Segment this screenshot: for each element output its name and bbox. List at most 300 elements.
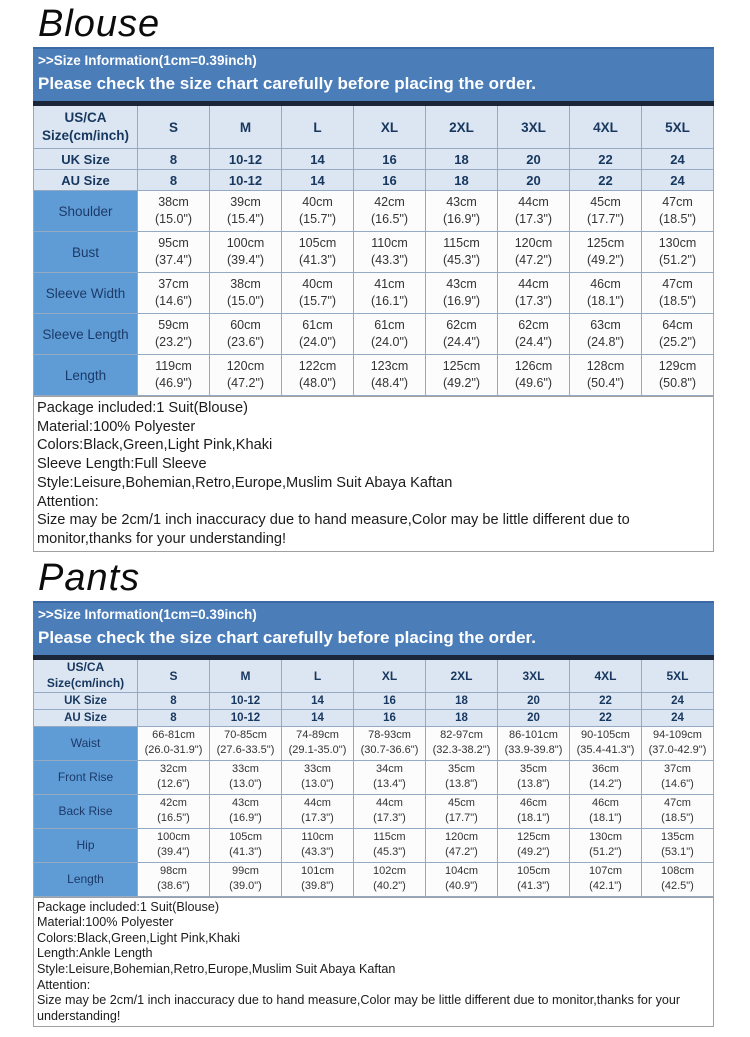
- measure-value-cell: [570, 191, 642, 232]
- detail-line: Style:Leisure,Bohemian,Retro,Europe,Muslim Suit Abaya Kaftan: [37, 474, 453, 491]
- size-header-cell: 2XL: [426, 104, 498, 149]
- size-value-cell: 10-12: [210, 709, 282, 726]
- cm-value: 74-89cm: [296, 729, 339, 742]
- row-label-cell: Shoulder: [34, 191, 138, 232]
- measure-value-cell: [642, 314, 714, 355]
- detail-line: Size may be 2cm/1 inch inaccuracy due to hand measure,Color may be little different due to monitor,thanks for your understanding!: [37, 512, 630, 547]
- pants-details: [33, 897, 714, 1028]
- inch-value: (13.8"): [445, 778, 478, 791]
- size-value-cell: 10-12: [210, 170, 282, 191]
- measure-value-cell: [570, 828, 642, 862]
- cm-value: 102cm: [372, 865, 407, 878]
- size-value-cell: 10-12: [210, 692, 282, 709]
- size-header-cell: S: [138, 657, 210, 692]
- inch-value: (41.3"): [298, 253, 337, 267]
- size-value-cell: 8: [138, 709, 210, 726]
- inch-value: (47.2"): [445, 846, 478, 859]
- corner-cell: [34, 104, 138, 149]
- cm-value: 45cm: [448, 797, 475, 810]
- size-value-cell: 20: [498, 692, 570, 709]
- blouse-details: [33, 396, 714, 552]
- inch-value: (14.6"): [661, 778, 694, 791]
- inch-value: (24.8"): [586, 335, 625, 349]
- measure-value-cell: [426, 232, 498, 273]
- cm-value: 34cm: [376, 763, 403, 776]
- size-value-cell: 18: [426, 170, 498, 191]
- cm-value: 33cm: [232, 763, 259, 776]
- measure-value-cell: [282, 191, 354, 232]
- cm-value: 37cm: [158, 277, 189, 292]
- measure-value-cell: [354, 314, 426, 355]
- inch-value: (13.0"): [229, 778, 262, 791]
- measure-row: [34, 828, 714, 862]
- size-value-cell: 24: [642, 692, 714, 709]
- cm-value: 62cm: [446, 318, 477, 333]
- size-value-cell: 22: [570, 709, 642, 726]
- cm-value: 36cm: [592, 763, 619, 776]
- detail-line: Size may be 2cm/1 inch inaccuracy due to hand measure,Color may be little different due to monitor,thanks for your understanding!: [37, 993, 681, 1023]
- size-value-cell: 16: [354, 692, 426, 709]
- measure-value-cell: [354, 828, 426, 862]
- size-value-cell: 8: [138, 692, 210, 709]
- measure-value-cell: [570, 794, 642, 828]
- inch-value: (51.2"): [589, 846, 622, 859]
- detail-line: Style:Leisure,Bohemian,Retro,Europe,Muslim Suit Abaya Kaftan: [37, 962, 396, 976]
- size-header-cell: 4XL: [570, 104, 642, 149]
- inch-value: (17.7"): [586, 212, 625, 226]
- measure-value-cell: [210, 794, 282, 828]
- corner-cell: [34, 657, 138, 692]
- measure-value-cell: [570, 726, 642, 760]
- inch-value: (16.5"): [370, 212, 409, 226]
- measure-value-cell: [642, 726, 714, 760]
- measure-value-cell: [498, 828, 570, 862]
- inch-value: (53.1"): [661, 846, 694, 859]
- cm-value: 59cm: [158, 318, 189, 333]
- inch-value: (47.2"): [514, 253, 553, 267]
- measure-value-cell: [426, 355, 498, 396]
- inch-value: (13.0"): [301, 778, 334, 791]
- inch-value: (38.6"): [157, 880, 190, 893]
- inch-value: (39.0"): [229, 880, 262, 893]
- measure-value-cell: [282, 862, 354, 896]
- inch-value: (43.3"): [301, 846, 334, 859]
- measure-value-cell: [498, 355, 570, 396]
- cm-value: 126cm: [514, 359, 553, 374]
- inch-value: (42.1"): [589, 880, 622, 893]
- blouse-size-info-line: >>Size Information(1cm=0.39inch): [38, 53, 257, 68]
- detail-line: Material:100% Polyester: [37, 915, 174, 930]
- size-value-cell: 14: [282, 709, 354, 726]
- measure-value-cell: [426, 794, 498, 828]
- measure-value-cell: [642, 760, 714, 794]
- cm-value: 105cm: [228, 831, 263, 844]
- measure-value-cell: [570, 273, 642, 314]
- size-value-cell: 20: [498, 170, 570, 191]
- size-value-cell: 18: [426, 149, 498, 170]
- size-value-cell: 14: [282, 149, 354, 170]
- inch-value: (49.2"): [517, 846, 550, 859]
- cm-value: 47cm: [662, 195, 693, 210]
- row-label-cell: Bust: [34, 232, 138, 273]
- measure-value-cell: [354, 232, 426, 273]
- inch-value: (13.4"): [373, 778, 406, 791]
- inch-value: (17.3"): [301, 812, 334, 825]
- cm-value: 120cm: [444, 831, 479, 844]
- inch-value: (29.1-35.0"): [288, 744, 347, 757]
- measure-row: [34, 232, 714, 273]
- header-row: [34, 657, 714, 692]
- measure-value-cell: [138, 726, 210, 760]
- size-conversion-row: [34, 170, 714, 191]
- pants-size-table: [33, 655, 714, 897]
- corner-line: US/CA: [64, 110, 107, 126]
- size-header-cell: 3XL: [498, 104, 570, 149]
- measure-value-cell: [138, 191, 210, 232]
- measure-value-cell: [426, 862, 498, 896]
- size-value-cell: 20: [498, 149, 570, 170]
- inch-value: (42.5"): [661, 880, 694, 893]
- detail-line: Length:Ankle Length: [37, 946, 153, 961]
- measure-value-cell: [642, 828, 714, 862]
- cm-value: 110cm: [371, 236, 408, 251]
- inch-value: (17.7"): [445, 812, 478, 825]
- cm-value: 32cm: [160, 763, 187, 776]
- cm-value: 43cm: [446, 277, 477, 292]
- measure-value-cell: [138, 232, 210, 273]
- measure-value-cell: [138, 760, 210, 794]
- measure-row: [34, 273, 714, 314]
- cm-value: 99cm: [232, 865, 259, 878]
- inch-value: (17.3"): [514, 294, 553, 308]
- measure-row: [34, 191, 714, 232]
- measure-value-cell: [354, 726, 426, 760]
- inch-value: (24.4"): [442, 335, 481, 349]
- detail-line: Attention:: [37, 977, 91, 992]
- blouse-section: [33, 3, 714, 552]
- measure-value-cell: [138, 794, 210, 828]
- row-label-cell: Sleeve Width: [34, 273, 138, 314]
- size-value-cell: 22: [570, 170, 642, 191]
- size-value-cell: 8: [138, 149, 210, 170]
- size-value-cell: 24: [642, 149, 714, 170]
- cm-value: 125cm: [516, 831, 551, 844]
- measure-value-cell: [498, 794, 570, 828]
- size-value-cell: 24: [642, 709, 714, 726]
- inch-value: (50.4"): [586, 376, 625, 390]
- inch-value: (48.4"): [370, 376, 409, 390]
- inch-value: (16.5"): [157, 812, 190, 825]
- size-conversion-row: [34, 709, 714, 726]
- inch-value: (43.3"): [370, 253, 409, 267]
- size-value-cell: 20: [498, 709, 570, 726]
- inch-value: (16.9"): [229, 812, 262, 825]
- inch-value: (18.1"): [589, 812, 622, 825]
- measure-value-cell: [498, 726, 570, 760]
- detail-line: Package included:1 Suit(Blouse): [37, 899, 220, 914]
- measure-value-cell: [498, 191, 570, 232]
- row-label-cell: Waist: [34, 726, 138, 760]
- cm-value: 46cm: [520, 797, 547, 810]
- measure-value-cell: [282, 760, 354, 794]
- size-value-cell: 16: [354, 709, 426, 726]
- cm-value: 47cm: [664, 797, 691, 810]
- cm-value: 90-105cm: [581, 729, 630, 742]
- measure-value-cell: [210, 232, 282, 273]
- cm-value: 100cm: [156, 831, 191, 844]
- row-label-cell: Sleeve Length: [34, 314, 138, 355]
- inch-value: (23.2"): [154, 335, 193, 349]
- size-header-cell: 2XL: [426, 657, 498, 692]
- cm-value: 41cm: [374, 277, 405, 292]
- measure-value-cell: [642, 273, 714, 314]
- inch-value: (15.7"): [298, 212, 337, 226]
- measure-row: [34, 355, 714, 396]
- cm-value: 43cm: [446, 195, 477, 210]
- measure-value-cell: [210, 191, 282, 232]
- inch-value: (15.0"): [226, 294, 265, 308]
- pants-section: [33, 557, 714, 1028]
- cm-value: 130cm: [658, 236, 697, 251]
- cm-value: 110cm: [301, 831, 334, 844]
- measure-value-cell: [210, 760, 282, 794]
- inch-value: (24.0"): [298, 335, 337, 349]
- cm-value: 105cm: [516, 865, 551, 878]
- measure-value-cell: [282, 726, 354, 760]
- measure-value-cell: [138, 828, 210, 862]
- measure-value-cell: [210, 726, 282, 760]
- measure-value-cell: [426, 191, 498, 232]
- cm-value: 104cm: [444, 865, 479, 878]
- measure-row: [34, 726, 714, 760]
- cm-value: 42cm: [374, 195, 405, 210]
- blouse-title: Blouse: [38, 3, 161, 45]
- measure-row: [34, 314, 714, 355]
- measure-value-cell: [498, 314, 570, 355]
- measure-value-cell: [642, 232, 714, 273]
- inch-value: (40.2"): [373, 880, 406, 893]
- size-value-cell: 14: [282, 170, 354, 191]
- size-value-cell: 8: [138, 170, 210, 191]
- inch-value: (48.0"): [298, 376, 337, 390]
- inch-value: (18.5"): [658, 294, 697, 308]
- pants-banner: [33, 601, 714, 655]
- measure-value-cell: [498, 760, 570, 794]
- inch-value: (16.1"): [370, 294, 409, 308]
- size-header-cell: M: [210, 657, 282, 692]
- pants-size-info-line: >>Size Information(1cm=0.39inch): [38, 606, 257, 622]
- cm-value: 61cm: [302, 318, 333, 333]
- cm-value: 105cm: [298, 236, 337, 251]
- row-label-cell: Length: [34, 355, 138, 396]
- inch-value: (14.6"): [154, 294, 193, 308]
- inch-value: (50.8"): [658, 376, 697, 390]
- cm-value: 70-85cm: [224, 729, 267, 742]
- measure-value-cell: [210, 828, 282, 862]
- cm-value: 38cm: [158, 195, 189, 210]
- detail-line: Sleeve Length:Full Sleeve: [37, 456, 207, 473]
- measure-value-cell: [282, 794, 354, 828]
- measure-value-cell: [570, 355, 642, 396]
- inch-value: (18.1"): [586, 294, 625, 308]
- inch-value: (33.9-39.8"): [504, 744, 563, 757]
- cm-value: 60cm: [230, 318, 261, 333]
- measure-value-cell: [354, 355, 426, 396]
- measure-value-cell: [642, 355, 714, 396]
- measure-value-cell: [138, 314, 210, 355]
- size-value-cell: 10-12: [210, 149, 282, 170]
- measure-value-cell: [426, 273, 498, 314]
- cm-value: 86-101cm: [509, 729, 558, 742]
- measure-value-cell: [282, 232, 354, 273]
- blouse-banner: [33, 47, 714, 101]
- cm-value: 46cm: [592, 797, 619, 810]
- pants-check-warning: Please check the size chart carefully before placing the order.: [38, 627, 536, 647]
- pants-title: Pants: [38, 556, 141, 599]
- inch-value: (30.7-36.6"): [360, 744, 419, 757]
- inch-value: (17.3"): [373, 812, 406, 825]
- measure-row: [34, 760, 714, 794]
- cm-value: 108cm: [660, 865, 695, 878]
- cm-value: 130cm: [588, 831, 623, 844]
- size-value-cell: 16: [354, 170, 426, 191]
- cm-value: 44cm: [376, 797, 403, 810]
- row-label-cell: AU Size: [34, 709, 138, 726]
- size-header-cell: S: [138, 104, 210, 149]
- blouse-size-table: [33, 101, 714, 396]
- inch-value: (12.6"): [157, 778, 190, 791]
- measure-value-cell: [282, 355, 354, 396]
- measure-value-cell: [138, 862, 210, 896]
- measure-value-cell: [642, 794, 714, 828]
- cm-value: 125cm: [586, 236, 625, 251]
- measure-value-cell: [210, 314, 282, 355]
- inch-value: (41.3"): [517, 880, 550, 893]
- inch-value: (37.4"): [154, 253, 193, 267]
- cm-value: 42cm: [160, 797, 187, 810]
- measure-value-cell: [282, 273, 354, 314]
- cm-value: 33cm: [304, 763, 331, 776]
- measure-value-cell: [138, 273, 210, 314]
- cm-value: 44cm: [518, 277, 549, 292]
- cm-value: 94-109cm: [653, 729, 702, 742]
- blouse-check-warning: Please check the size chart carefully before placing the order.: [38, 74, 536, 93]
- inch-value: (49.6"): [514, 376, 553, 390]
- measure-value-cell: [498, 862, 570, 896]
- cm-value: 40cm: [302, 195, 333, 210]
- inch-value: (24.4"): [514, 335, 553, 349]
- cm-value: 45cm: [590, 195, 621, 210]
- measure-value-cell: [642, 191, 714, 232]
- cm-value: 135cm: [660, 831, 695, 844]
- inch-value: (35.4-41.3"): [576, 744, 635, 757]
- measure-value-cell: [498, 273, 570, 314]
- size-conversion-row: [34, 149, 714, 170]
- detail-line: Attention:: [37, 493, 99, 510]
- detail-line: Colors:Black,Green,Light Pink,Khaki: [37, 930, 240, 945]
- measure-value-cell: [354, 760, 426, 794]
- inch-value: (39.8"): [301, 880, 334, 893]
- measure-value-cell: [354, 273, 426, 314]
- measure-value-cell: [426, 726, 498, 760]
- inch-value: (15.7"): [298, 294, 337, 308]
- detail-line: Colors:Black,Green,Light Pink,Khaki: [37, 437, 273, 454]
- inch-value: (15.0"): [154, 212, 193, 226]
- cm-value: 78-93cm: [368, 729, 411, 742]
- cm-value: 101cm: [300, 865, 335, 878]
- size-conversion-row: [34, 692, 714, 709]
- cm-value: 35cm: [448, 763, 475, 776]
- measure-value-cell: [210, 273, 282, 314]
- cm-value: 123cm: [370, 359, 409, 374]
- size-header-cell: 5XL: [642, 657, 714, 692]
- measure-value-cell: [570, 862, 642, 896]
- measure-value-cell: [210, 355, 282, 396]
- cm-value: 98cm: [160, 865, 187, 878]
- cm-value: 119cm: [155, 359, 192, 374]
- inch-value: (24.0"): [370, 335, 409, 349]
- inch-value: (18.5"): [661, 812, 694, 825]
- inch-value: (17.3"): [514, 212, 553, 226]
- cm-value: 100cm: [226, 236, 265, 251]
- measure-value-cell: [642, 862, 714, 896]
- cm-value: 38cm: [230, 277, 261, 292]
- cm-value: 107cm: [588, 865, 623, 878]
- row-label-cell: UK Size: [34, 149, 138, 170]
- cm-value: 125cm: [442, 359, 481, 374]
- measure-value-cell: [282, 314, 354, 355]
- inch-value: (45.3"): [442, 253, 481, 267]
- cm-value: 46cm: [590, 277, 621, 292]
- inch-value: (13.8"): [517, 778, 550, 791]
- inch-value: (47.2"): [226, 376, 265, 390]
- cm-value: 44cm: [304, 797, 331, 810]
- inch-value: (51.2"): [658, 253, 697, 267]
- inch-value: (49.2"): [442, 376, 481, 390]
- inch-value: (39.4"): [226, 253, 265, 267]
- size-value-cell: 18: [426, 692, 498, 709]
- inch-value: (18.1"): [517, 812, 550, 825]
- inch-value: (49.2"): [586, 253, 625, 267]
- header-row: [34, 104, 714, 149]
- inch-value: (16.9"): [442, 294, 481, 308]
- cm-value: 66-81cm: [152, 729, 195, 742]
- corner-line: Size(cm/inch): [41, 128, 130, 143]
- size-header-cell: M: [210, 104, 282, 149]
- inch-value: (39.4"): [157, 846, 190, 859]
- row-label-cell: Hip: [34, 828, 138, 862]
- measure-value-cell: [426, 760, 498, 794]
- inch-value: (18.5"): [658, 212, 697, 226]
- measure-value-cell: [498, 232, 570, 273]
- cm-value: 40cm: [302, 277, 333, 292]
- cm-value: 122cm: [298, 359, 337, 374]
- cm-value: 63cm: [590, 318, 621, 333]
- size-header-cell: XL: [354, 104, 426, 149]
- measure-value-cell: [426, 314, 498, 355]
- size-header-cell: XL: [354, 657, 426, 692]
- size-value-cell: 16: [354, 149, 426, 170]
- cm-value: 62cm: [518, 318, 549, 333]
- measure-value-cell: [282, 828, 354, 862]
- size-header-cell: L: [282, 104, 354, 149]
- cm-value: 120cm: [226, 359, 265, 374]
- cm-value: 115cm: [443, 236, 480, 251]
- measure-value-cell: [570, 760, 642, 794]
- inch-value: (41.3"): [229, 846, 262, 859]
- size-value-cell: 22: [570, 149, 642, 170]
- inch-value: (32.3-38.2"): [432, 744, 491, 757]
